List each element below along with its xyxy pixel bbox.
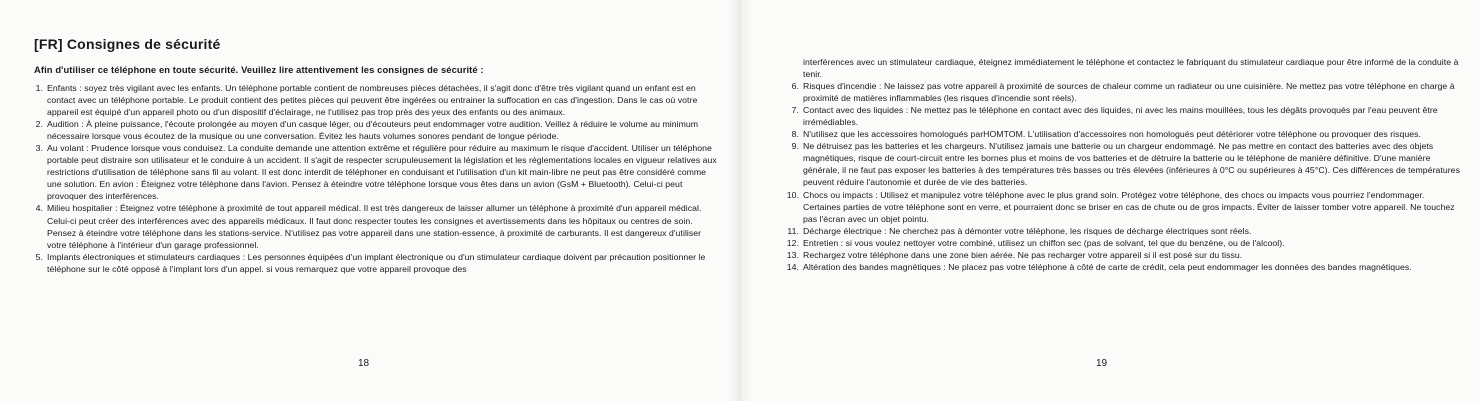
item-text: Chocs ou impacts : Utilisez et manipulez votre téléphone avec le plus grand soin. Protégez votre téléphone, des chocs ou impacts vous pourriez l'endommager. Certaines parties de votre téléphone sont en verre, et pourraient donc se briser en cas de chute ou de gros impacts. Éviter de laisser tomber votre appareil. Ne touchez pas l'écran avec un objet pointu.	[803, 189, 1455, 224]
item-text: N'utilisez que les accessoires homologués parHOMTOM. L'utilisation d'accessoires non homologués peut détériorer votre téléphone ou provoquer des risques.	[803, 129, 1422, 140]
list-item	[30, 251, 720, 275]
item-text: Audition : À pleine puissance, l'écoute prolongée au moyen d'un casque léger, ou d'écouteurs peut endommager votre audition. Veillez à réduire le volume au minimum nécessaire lorsque vous écoutez de la musique ou une conversation. Évitez les hauts volumes sonores pendant de longue période.	[47, 119, 699, 142]
list-item	[30, 202, 720, 250]
item-number: 13.	[786, 249, 799, 260]
item-number: 7.	[791, 105, 799, 116]
item-number: 8.	[791, 129, 799, 140]
list-item	[786, 104, 1462, 128]
list-item	[30, 142, 720, 202]
continued-text: interférences avec un stimulateur cardiaque, éteignez immédiatement le téléphone et contactez le fabriquant du stimulateur cardiaque pour être informé de la conduite à tenir.	[803, 57, 1459, 80]
item-text: Altération des bandes magnétiques : Ne placez pas votre téléphone à côté de carte de crédit, cela peut endommager les données des bandes magnétiques.	[803, 261, 1412, 272]
list-item	[786, 189, 1462, 225]
safety-list-left	[30, 82, 740, 275]
page-number: 19	[1096, 358, 1108, 369]
item-text: Entretien : si vous voulez nettoyer votre combiné, utilisez un chiffon sec (pas de solvant, tel que du benzène, ou de l'alcool).	[803, 237, 1285, 248]
item-text: Contact avec des liquides : Ne mettez pas le téléphone en contact avec des liquides, ni avec les mains mouillées, tous les dégâts provoqués par l'eau peuvent être irrémédiables.	[803, 105, 1438, 128]
list-item	[786, 80, 1462, 104]
item-text: Implants électroniques et stimulateurs cardiaques : Les personnes équipées d'un implant électronique ou d'un stimulateur cardiaque doivent par précaution positionner le téléphone sur le côté opposé à l'implant lors d'un appel. si vous remarquez que votre appareil provoque des	[47, 251, 706, 274]
item-number: 2.	[35, 119, 43, 130]
item-text: Milieu hospitalier : Éteignez votre téléphone à proximité de tout appareil médical. Il est très dangereux de laisser allumer un téléphone à proximité d'un appareil médical. Celui-ci peut créer des interférences avec des appareils médicaux. Il faut donc respecter toutes les consignes et avertissements dans les hôpitaux ou centres de soin. Pensez à éteindre votre téléphone dans les stations-service. N'utilisez pas votre appareil dans une station-essence, à proximité de carburants. Il est dangereux d'utiliser votre téléphone à l'intérieur d'un garage professionnel.	[47, 203, 702, 250]
list-item	[786, 140, 1462, 188]
list-item	[786, 249, 1462, 261]
list-item	[786, 128, 1462, 140]
item-number: 12.	[786, 237, 799, 248]
item-number: 14.	[786, 261, 799, 272]
item-number: 5.	[35, 251, 43, 262]
right-page	[740, 0, 1480, 401]
item-number: 4.	[35, 203, 43, 214]
item-text: Risques d'incendie : Ne laissez pas votre appareil à proximité de sources de chaleur comme un radiateur ou une cuisinière. Ne mettez pas votre téléphone en charge à proximité de matières inflammables (les risques d'incendie sont réels).	[803, 81, 1455, 104]
safety-list-right	[786, 80, 1462, 273]
item-text: Ne détruisez pas les batteries et les chargeurs. N'utilisez jamais une batterie ou un chargeur endommagé. Ne pas mettre en contact des batteries avec des objets magnétiques, risque de court-circuit entre les bornes plus et moins de vos batteries et de détruire la batterie ou le téléphone de manière définitive. D'une manière générale, il ne faut pas exposer les batteries à des températures très basses ou très élevées (inférieures à 0°C ou supérieures à 45°C). Ces différences de températures peuvent réduire l'autonomie et durée de vie des batteries.	[803, 141, 1460, 188]
intro-text: Afin d'utiliser ce téléphone en toute sécurité. Veuillez lire attentivement les consignes de sécurité :	[34, 64, 484, 75]
list-item	[30, 118, 720, 142]
item-number: 3.	[35, 143, 43, 154]
page-title: [FR] Consignes de sécurité	[34, 36, 221, 52]
item-text: Décharge électrique : Ne cherchez pas à démonter votre téléphone, les risques de décharge électriques sont réels.	[803, 225, 1252, 236]
item-text: Enfants : soyez très vigilant avec les enfants. Un téléphone portable contient de nombreuses pièces détachées, il s'agit donc d'être très vigilant quand un enfant est en contact avec un téléphone portable. Le produit contient des petites pièces qui peuvent être ingérées ou entrainer la suffocation en cas d'ingestion. Dans le cas où votre appareil est équipé d'un appareil photo ou d'un dispositif d'éclairage, ne l'utilisez pas trop près des yeux des enfants ou des animaux.	[47, 83, 698, 118]
list-item	[30, 82, 720, 118]
item-number: 6.	[791, 81, 799, 92]
item-number: 11.	[787, 225, 799, 236]
item-number: 10.	[786, 189, 799, 200]
item-text: Au volant : Prudence lorsque vous conduisez. La conduite demande une attention extrême et régulière pour réduire au maximum le risque d'accident. Utiliser un téléphone portable peut distraire son utilisateur et le conduire à un accident. Il s'agit de respecter scrupuleusement la législation et les réglementations locales en vigueur relatives aux restrictions d'utilisation de téléphone sans fil au volant. Il est donc interdit de téléphoner en conduisant et l'utilisation d'un kit main-libre ne peut pas être considéré comme une solution. En avion : Éteignez votre téléphone dans l'avion. Pensez à éteindre votre téléphone lorsque vous êtes dans un avion (GsM + Bluetooth). Celui-ci peut provoquer des interférences.	[47, 143, 717, 202]
list-item	[786, 225, 1462, 237]
list-item	[786, 261, 1462, 273]
item-text: Rechargez votre téléphone dans une zone bien aérée. Ne pas recharger votre appareil si il est posé sur du tissu.	[803, 249, 1243, 260]
item-number: 1.	[35, 83, 43, 93]
list-item	[786, 237, 1462, 249]
page-number: 18	[358, 358, 370, 369]
item-number: 9.	[791, 141, 799, 152]
